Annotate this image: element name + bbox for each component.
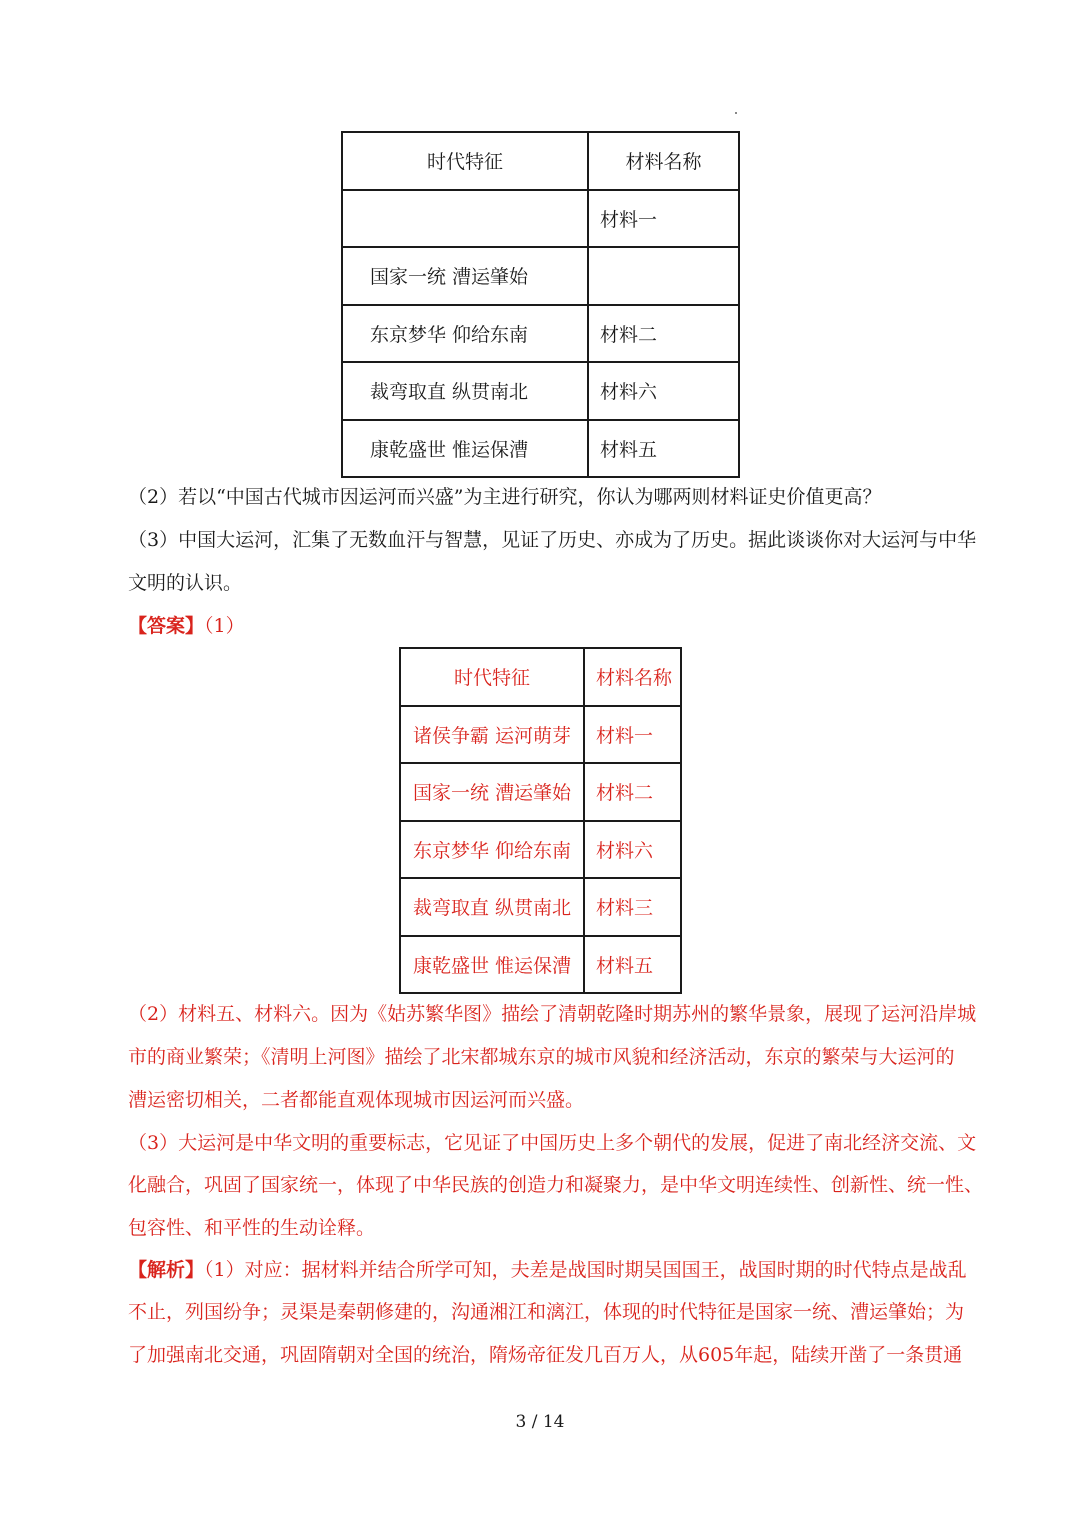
table-row (400, 878, 681, 936)
analysis-line: （1）对应：据材料并结合所学可知，夫差是战国时期吴国国王，战国时期的时代特点是战乱 (204, 1259, 967, 1281)
table-cell: 材料一 (584, 706, 681, 764)
table-cell: 材料二 (588, 305, 739, 363)
table-header-row (342, 132, 739, 190)
table-cell: 康乾盛世 惟运保漕 (400, 936, 584, 994)
table-cell (588, 247, 739, 305)
table-row (342, 305, 739, 363)
stray-dot (735, 112, 737, 114)
table-cell: 国家一统 漕运肇始 (342, 247, 588, 305)
answer-3-line: 包容性、和平性的生动诠释。 (128, 1217, 376, 1239)
answer-heading (128, 605, 980, 648)
table-cell: 材料五 (584, 936, 681, 994)
answer-2-line: 市的商业繁荣；《清明上河图》描绘了北宋都城东京的城市风貌和经济活动，东京的繁荣与大运河的 (128, 1046, 955, 1068)
table-row (342, 190, 739, 248)
answer-part-1-label: （1） (204, 615, 245, 637)
table-row (400, 706, 681, 764)
analysis-line: 了加强南北交通，巩固隋朝对全国的统治，隋炀帝征发几百万人，从605年起，陆续开凿了一条贯通 (128, 1344, 963, 1366)
table-row (400, 936, 681, 994)
table-cell (342, 190, 588, 248)
question-3-line: 文明的认识。 (128, 572, 243, 594)
answer-2-line: 漕运密切相关，二者都能直观体现城市因运河而兴盛。 (128, 1089, 585, 1111)
analysis-line: 不止，列国纷争；灵渠是秦朝修建的，沟通湘江和漓江，体现的时代特征是国家一统、漕运肇始；为 (128, 1301, 965, 1323)
table-header-row (400, 648, 681, 706)
table-row (342, 420, 739, 478)
analysis-tag: 【解析】 (128, 1259, 205, 1281)
table-cell: 裁弯取直 纵贯南北 (400, 878, 584, 936)
table-row (400, 821, 681, 879)
table-cell: 东京梦华 仰给东南 (400, 821, 584, 879)
table-cell: 东京梦华 仰给东南 (342, 305, 588, 363)
table-cell: 材料五 (588, 420, 739, 478)
table-header-cell: 时代特征 (400, 648, 584, 706)
table-header-cell: 材料名称 (588, 132, 739, 190)
question-table (341, 131, 740, 478)
table-row (342, 362, 739, 420)
question-3-line: （3）中国大运河，汇集了无数血汗与智慧，见证了历史、亦成为了历史。据此谈谈你对大运河与中华 (128, 529, 977, 551)
answer-3-line: 化融合，巩固了国家统一，体现了中华民族的创造力和凝聚力，是中华文明连续性、创新性、统一性、 (128, 1174, 984, 1196)
analysis-heading (128, 1249, 980, 1292)
answer-2-line: （2）材料五、材料六。因为《姑苏繁华图》描绘了清朝乾隆时期苏州的繁华景象，展现了运河沿岸城 (128, 1003, 977, 1025)
table-cell: 材料六 (584, 821, 681, 879)
table-header-cell: 材料名称 (584, 648, 681, 706)
page-number: 3 / 14 (515, 1412, 565, 1432)
table-cell: 康乾盛世 惟运保漕 (342, 420, 588, 478)
table-cell: 裁弯取直 纵贯南北 (342, 362, 588, 420)
table-row (400, 763, 681, 821)
answer-table (399, 647, 682, 994)
question-2: （2）若以“中国古代城市因运河而兴盛”为主进行研究，你认为哪两则材料证史价值更高？ (128, 486, 882, 508)
answer-tag: 【答案】 (128, 615, 205, 637)
table-cell: 材料一 (588, 190, 739, 248)
table-header-cell: 时代特征 (342, 132, 588, 190)
table-cell: 材料六 (588, 362, 739, 420)
table-cell: 材料二 (584, 763, 681, 821)
table-cell: 材料三 (584, 878, 681, 936)
table-cell: 国家一统 漕运肇始 (400, 763, 584, 821)
table-row (342, 247, 739, 305)
answer-3-line: （3）大运河是中华文明的重要标志，它见证了中国历史上多个朝代的发展，促进了南北经济交流、文 (128, 1132, 977, 1154)
table-cell: 诸侯争霸 运河萌芽 (400, 706, 584, 764)
